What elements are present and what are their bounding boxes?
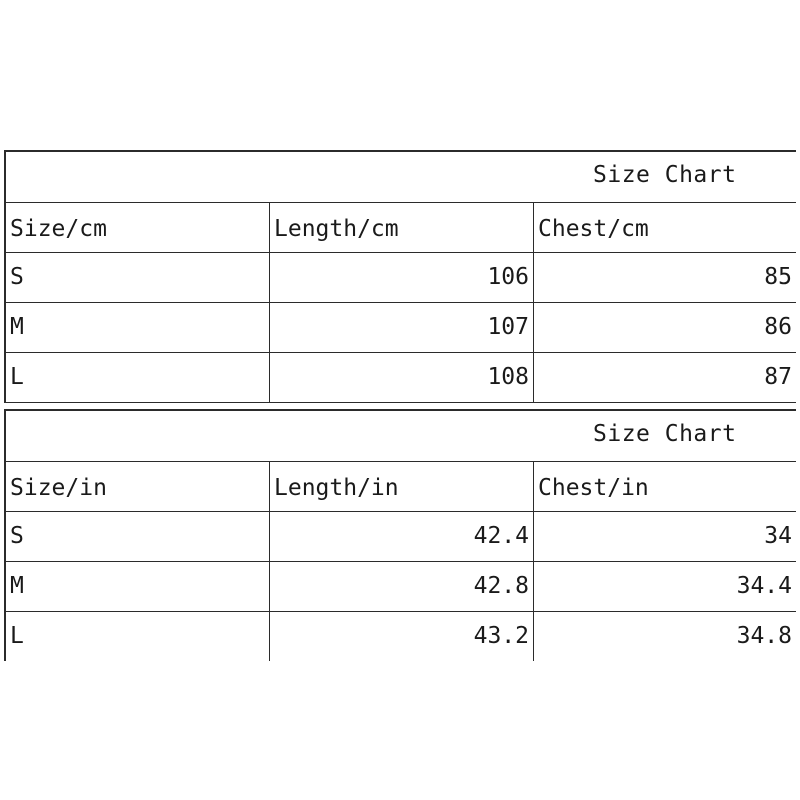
table-row (6, 562, 796, 612)
length-cell: 43.2 (270, 612, 534, 661)
chest-cell: 34 (764, 523, 792, 549)
chest-cell: 34.4 (736, 573, 792, 599)
chest-cell: 86 (764, 314, 792, 340)
chest-cell: 85 (764, 264, 792, 290)
length-cell: 107 (270, 303, 534, 352)
length-cell: 106 (270, 253, 534, 302)
table-row (6, 353, 796, 403)
size-chart-in-table (4, 409, 796, 661)
size-cell: M (6, 303, 270, 352)
table-row (6, 303, 796, 353)
header-chest: Chest/cm (538, 216, 649, 242)
header-length: Length/in (270, 462, 534, 511)
table-title: Size Chart (593, 162, 737, 188)
chest-cell: 87 (764, 364, 792, 390)
table-title: Size Chart (593, 421, 737, 447)
header-row (6, 203, 796, 253)
length-cell: 42.8 (270, 562, 534, 611)
header-length: Length/cm (270, 203, 534, 252)
table-row (6, 512, 796, 562)
table-title-row (6, 411, 796, 462)
size-chart-cm-table (4, 150, 796, 403)
size-cell: S (6, 253, 270, 302)
size-cell: L (6, 353, 270, 402)
size-cell: M (6, 562, 270, 611)
header-row (6, 462, 796, 512)
length-cell: 108 (270, 353, 534, 402)
chest-cell: 34.8 (736, 623, 792, 649)
size-cell: S (6, 512, 270, 561)
table-row (6, 253, 796, 303)
header-size: Size/in (6, 462, 270, 511)
table-row (6, 612, 796, 661)
table-title-row (6, 152, 796, 203)
header-size: Size/cm (6, 203, 270, 252)
length-cell: 42.4 (270, 512, 534, 561)
size-cell: L (6, 612, 270, 661)
header-chest: Chest/in (538, 475, 649, 501)
